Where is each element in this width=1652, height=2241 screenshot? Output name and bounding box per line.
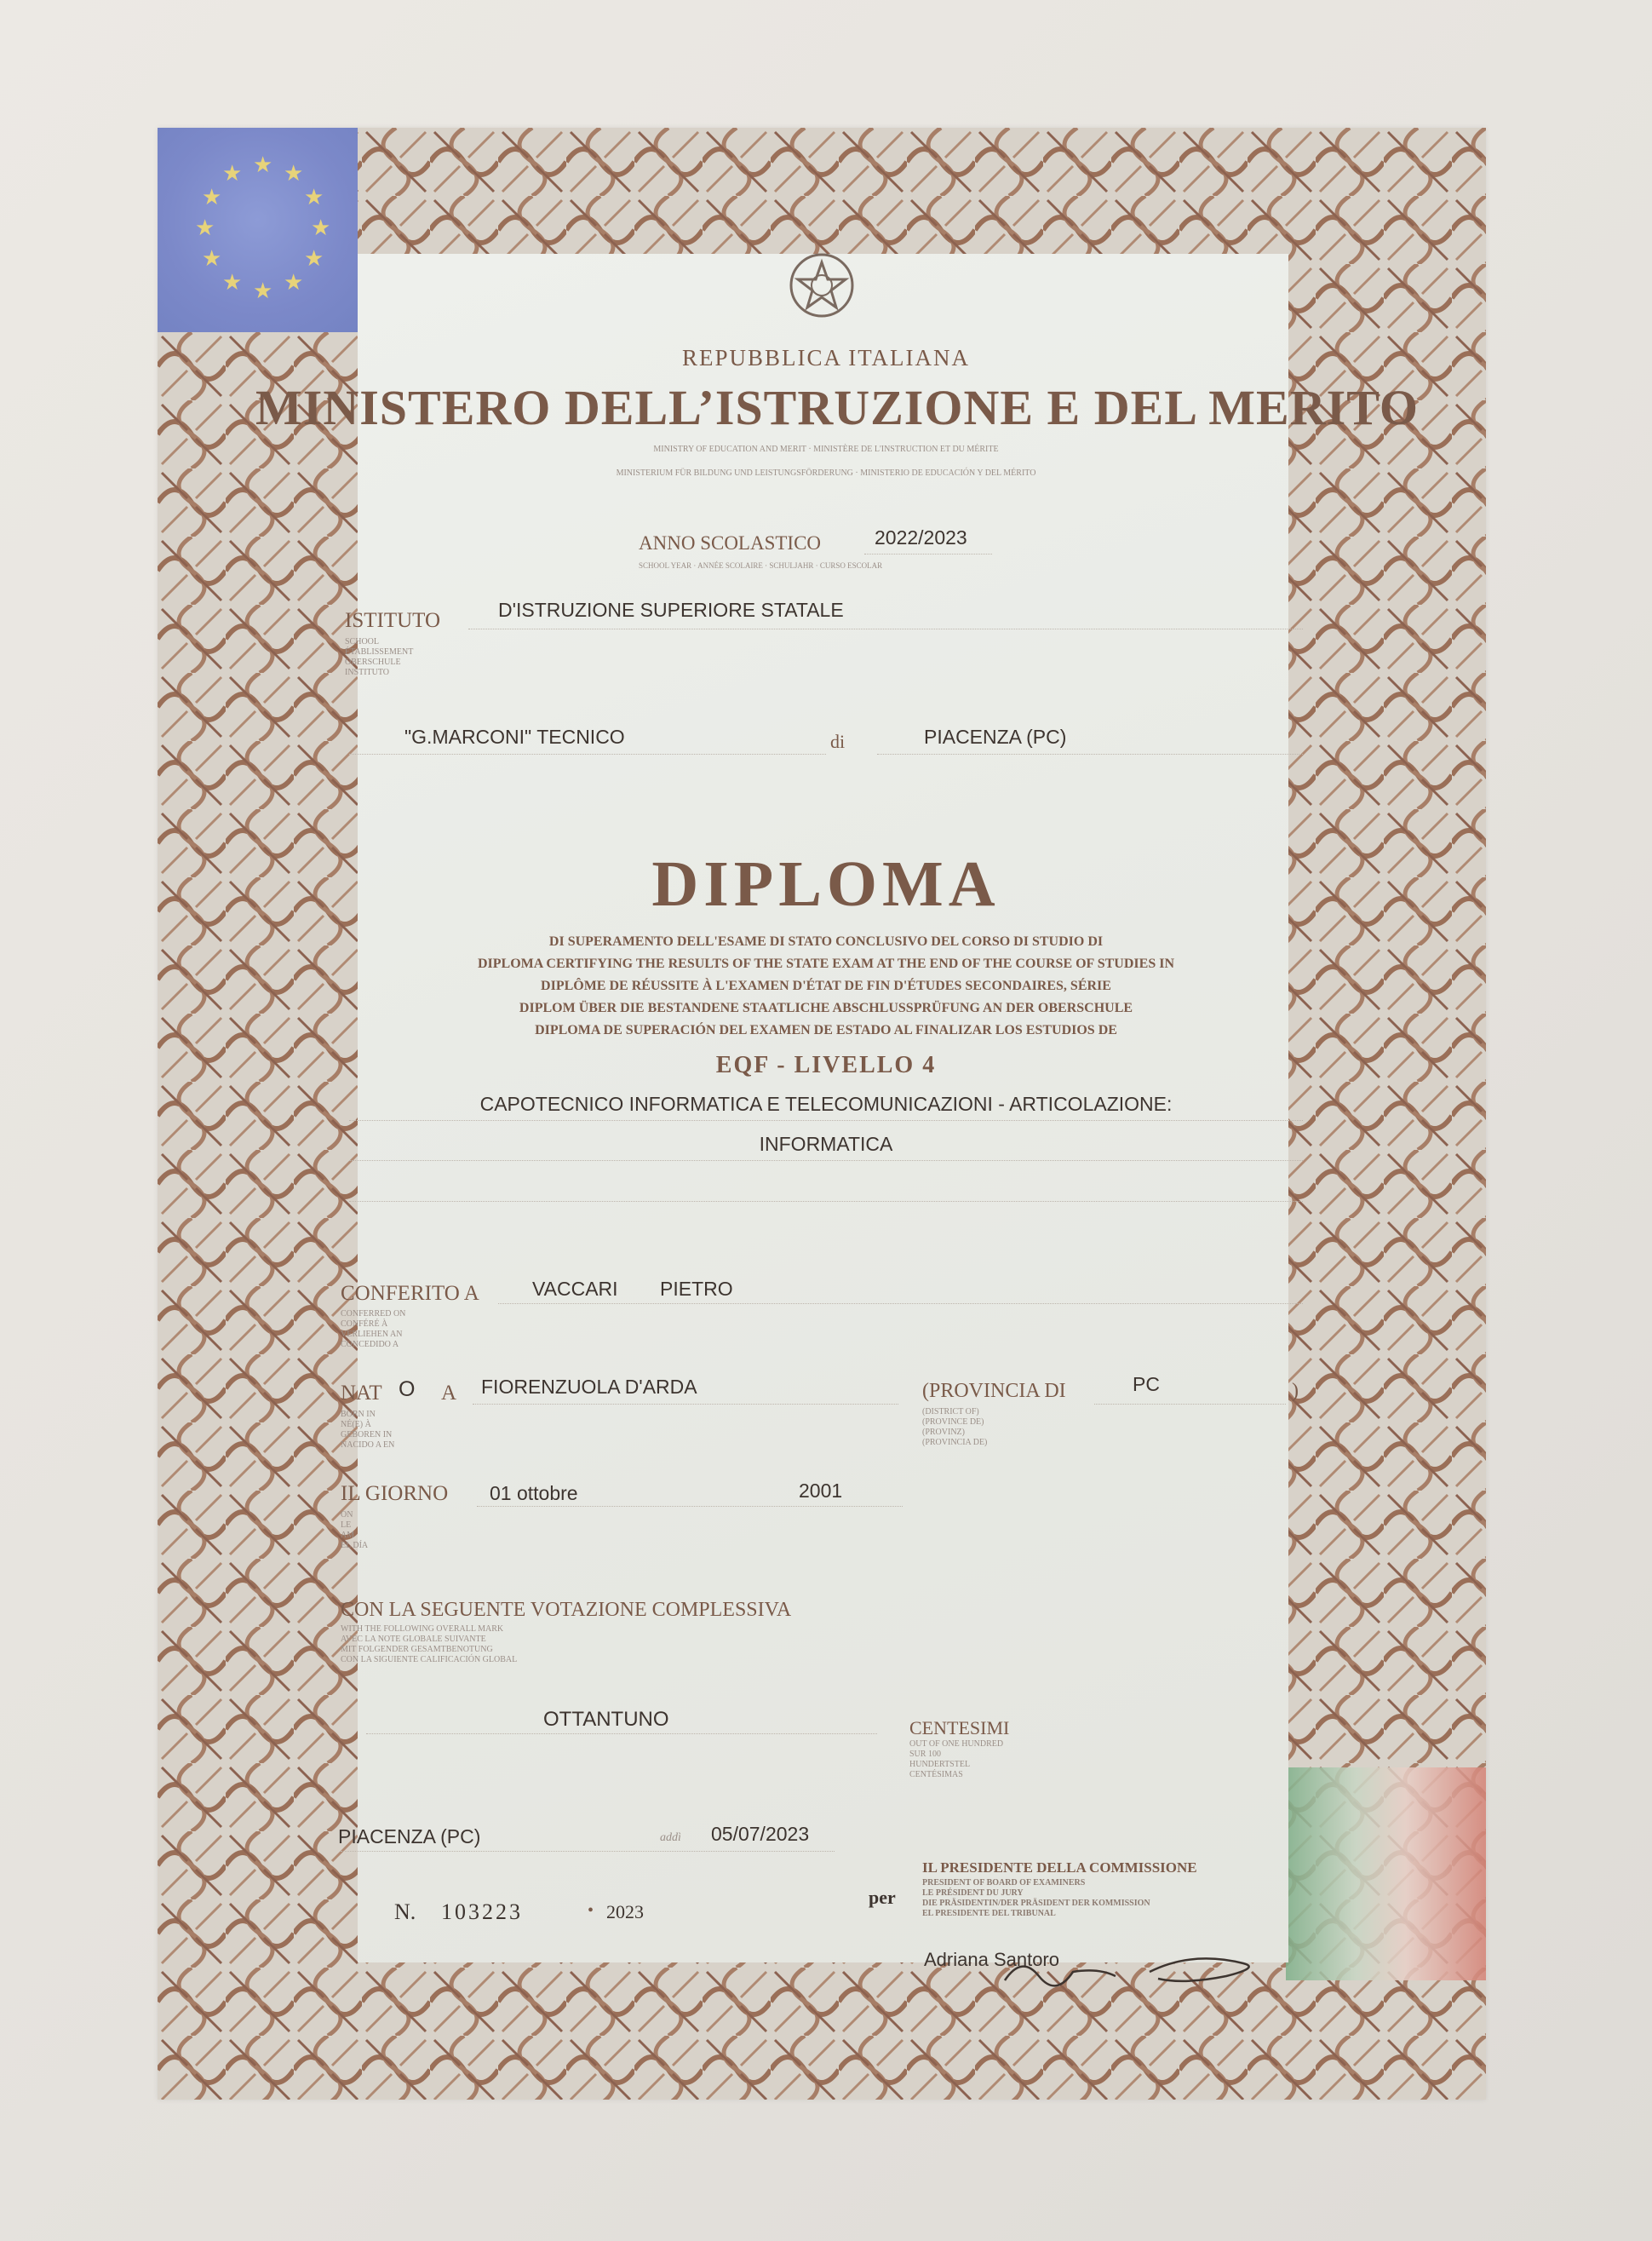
day-sub-1: LE (341, 1520, 352, 1530)
svg-text:★: ★ (202, 185, 222, 210)
president-sub-3: EL PRESIDENTE DEL TRIBUNAL (922, 1909, 1056, 1918)
grade-sub-3: CON LA SIGUIENTE CALIFICACIÓN GLOBAL (341, 1655, 518, 1664)
province-close: ) (1292, 1380, 1299, 1402)
svg-text:★: ★ (253, 279, 273, 303)
institute-name: "G.MARCONI" TECNICO (404, 726, 625, 748)
addi-label: addì (660, 1831, 681, 1844)
svg-text:★: ★ (253, 152, 273, 177)
diploma-number-label: N. (394, 1899, 416, 1924)
recipient-surname: VACCARI (532, 1278, 618, 1300)
day-sub-0: ON (341, 1510, 353, 1520)
institute-type: D'ISTRUZIONE SUPERIORE STATALE (498, 599, 844, 621)
recipient-first-name: PIETRO (660, 1278, 733, 1300)
eu-flag (158, 128, 358, 332)
president-name: Adriana Santoro (924, 1949, 1059, 1970)
conferred-label: CONFERITO A (341, 1282, 479, 1305)
birth-year: 2001 (799, 1480, 843, 1502)
day-sub-2: AM (341, 1531, 355, 1540)
grade-unit-sub-0: OUT OF ONE HUNDRED (909, 1739, 1004, 1749)
province-sub-1: (PROVINCE DE) (922, 1417, 984, 1427)
born-sub-0: BORN IN (341, 1410, 376, 1419)
svg-text:★: ★ (311, 215, 331, 240)
diploma-desc-4: DIPLOMA DE SUPERACIÓN DEL EXAMEN DE ESTADO AL FINALIZAR LOS ESTUDIOS DE (535, 1023, 1117, 1037)
svg-text:★: ★ (284, 161, 304, 186)
institute-label: ISTITUTO (345, 609, 441, 632)
president-sub-2: DIE PRÄSIDENTIN/DER PRÄSIDENT DER KOMMISSION (922, 1899, 1150, 1908)
conferred-sub-2: VERLIEHEN AN (341, 1330, 403, 1339)
diploma-number: 103223 (441, 1899, 523, 1924)
president-signature (988, 1938, 1269, 1997)
school-year-label: ANNO SCOLASTICO (639, 532, 822, 554)
born-sub-2: GEBOREN IN (341, 1430, 393, 1439)
svg-text:★: ★ (202, 246, 222, 271)
president-sub-0: PRESIDENT OF BOARD OF EXAMINERS (922, 1878, 1086, 1888)
province-sub-0: (DISTRICT OF) (922, 1407, 979, 1416)
born-a-label: A (441, 1382, 457, 1405)
grade-unit: CENTESIMI (909, 1717, 1010, 1738)
grade-sub-2: MIT FOLGENDER GESAMTBENOTUNG (341, 1645, 493, 1654)
svg-text:★: ★ (195, 215, 215, 240)
diploma-desc-3: DIPLOM ÜBER DIE BESTANDENE STAATLICHE ABSCHLUSSPRÜFUNG AN DER OBERSCHULE (519, 1001, 1133, 1015)
course-line-2: INFORMATICA (759, 1133, 893, 1155)
ministry-title: MINISTERO DELL’ISTRUZIONE E DEL MERITO (255, 380, 1419, 435)
diploma-year: 2023 (606, 1901, 644, 1922)
svg-text:★: ★ (284, 270, 304, 295)
ministry-subtitle-2: MINISTERIUM FÜR BILDUNG UND LEISTUNGSFÖRDERUNG · MINISTERIO DE EDUCACIÓN Y DEL MÉRITO (616, 468, 1036, 478)
issue-place: PIACENZA (PC) (338, 1825, 481, 1847)
svg-text:★: ★ (222, 161, 243, 186)
province-label: (PROVINCIA DI (922, 1380, 1066, 1402)
italian-flag-corner (1286, 1767, 1486, 1980)
grade-unit-sub-1: SUR 100 (909, 1750, 941, 1759)
svg-text:★: ★ (304, 185, 324, 210)
diploma-year-prefix: • (588, 1901, 594, 1920)
grade-value: OTTANTUNO (543, 1708, 669, 1731)
province-value: PC (1133, 1373, 1160, 1395)
issue-date: 05/07/2023 (711, 1823, 810, 1845)
grade-sub-0: WITH THE FOLLOWING OVERALL MARK (341, 1624, 504, 1634)
conferred-sub-0: CONFERRED ON (341, 1309, 406, 1319)
grade-unit-sub-2: HUNDERTSTEL (909, 1760, 971, 1769)
eu-stars-icon (158, 128, 358, 332)
institute-di-label: di (830, 731, 846, 752)
day-sub-3: EL DÍA (341, 1541, 369, 1550)
institute-sub-2: OBERSCHULE (345, 658, 401, 667)
institute-city: PIACENZA (PC) (924, 726, 1067, 748)
grade-sub-1: AVEC LA NOTE GLOBALE SUIVANTE (341, 1635, 486, 1644)
born-sub-3: NACIDO A EN (341, 1440, 395, 1450)
born-suffix: O (399, 1377, 416, 1401)
course-line-1: CAPOTECNICO INFORMATICA E TELECOMUNICAZIONI - ARTICOLAZIONE: (479, 1093, 1173, 1115)
diploma-desc-1: DIPLOMA CERTIFYING THE RESULTS OF THE STATE EXAM AT THE END OF THE COURSE OF STUDIES IN (477, 957, 1174, 971)
grade-unit-sub-3: CENTÉSIMAS (909, 1770, 963, 1779)
birthplace: FIORENZUOLA D'ARDA (481, 1376, 697, 1398)
ministry-subtitle-1: MINISTRY OF EDUCATION AND MERIT · MINISTÈRE DE L'INSTRUCTION ET DU MÉRITE (653, 445, 999, 454)
province-sub-2: (PROVINZ) (922, 1428, 965, 1437)
institute-sub-3: INSTITUTO (345, 668, 390, 677)
eqf-level: EQF - LIVELLO 4 (715, 1052, 937, 1078)
diploma-title: DIPLOMA (651, 848, 1001, 920)
per-label: per (869, 1887, 896, 1908)
school-year-value: 2022/2023 (875, 526, 967, 549)
svg-text:★: ★ (304, 246, 324, 271)
republic-title: REPUBBLICA ITALIANA (681, 345, 971, 371)
diploma-desc-2: DIPLÔME DE RÉUSSITE À L'EXAMEN D'ÉTAT DE FIN D'ÉTUDES SECONDAIRES, SÉRIE (541, 979, 1111, 993)
born-sub-1: NÉ(E) À (341, 1420, 371, 1429)
president-label: IL PRESIDENTE DELLA COMMISSIONE (922, 1859, 1197, 1876)
diploma-desc-0: DI SUPERAMENTO DELL'ESAME DI STATO CONCLUSIVO DEL CORSO DI STUDIO DI (548, 934, 1104, 949)
grade-label: CON LA SEGUENTE VOTAZIONE COMPLESSIVA (341, 1599, 792, 1621)
institute-sub-1: ÉTABLISSEMENT (345, 647, 414, 657)
birth-day: 01 ottobre (490, 1482, 578, 1504)
day-label: IL GIORNO (341, 1482, 449, 1505)
conferred-sub-1: CONFÉRÉ À (341, 1319, 388, 1329)
province-sub-3: (PROVINCIA DE) (922, 1438, 988, 1447)
conferred-sub-3: CONCEDIDO A (341, 1340, 399, 1349)
svg-text:★: ★ (222, 270, 243, 295)
republic-emblem-icon (783, 247, 860, 324)
born-label: NAT (341, 1382, 382, 1405)
school-year-subtitle: SCHOOL YEAR · ANNÉE SCOLAIRE · SCHULJAHR · CURSO ESCOLAR (639, 561, 883, 570)
president-sub-1: LE PRÉSIDENT DU JURY (922, 1888, 1024, 1898)
institute-sub-0: SCHOOL (345, 637, 380, 646)
